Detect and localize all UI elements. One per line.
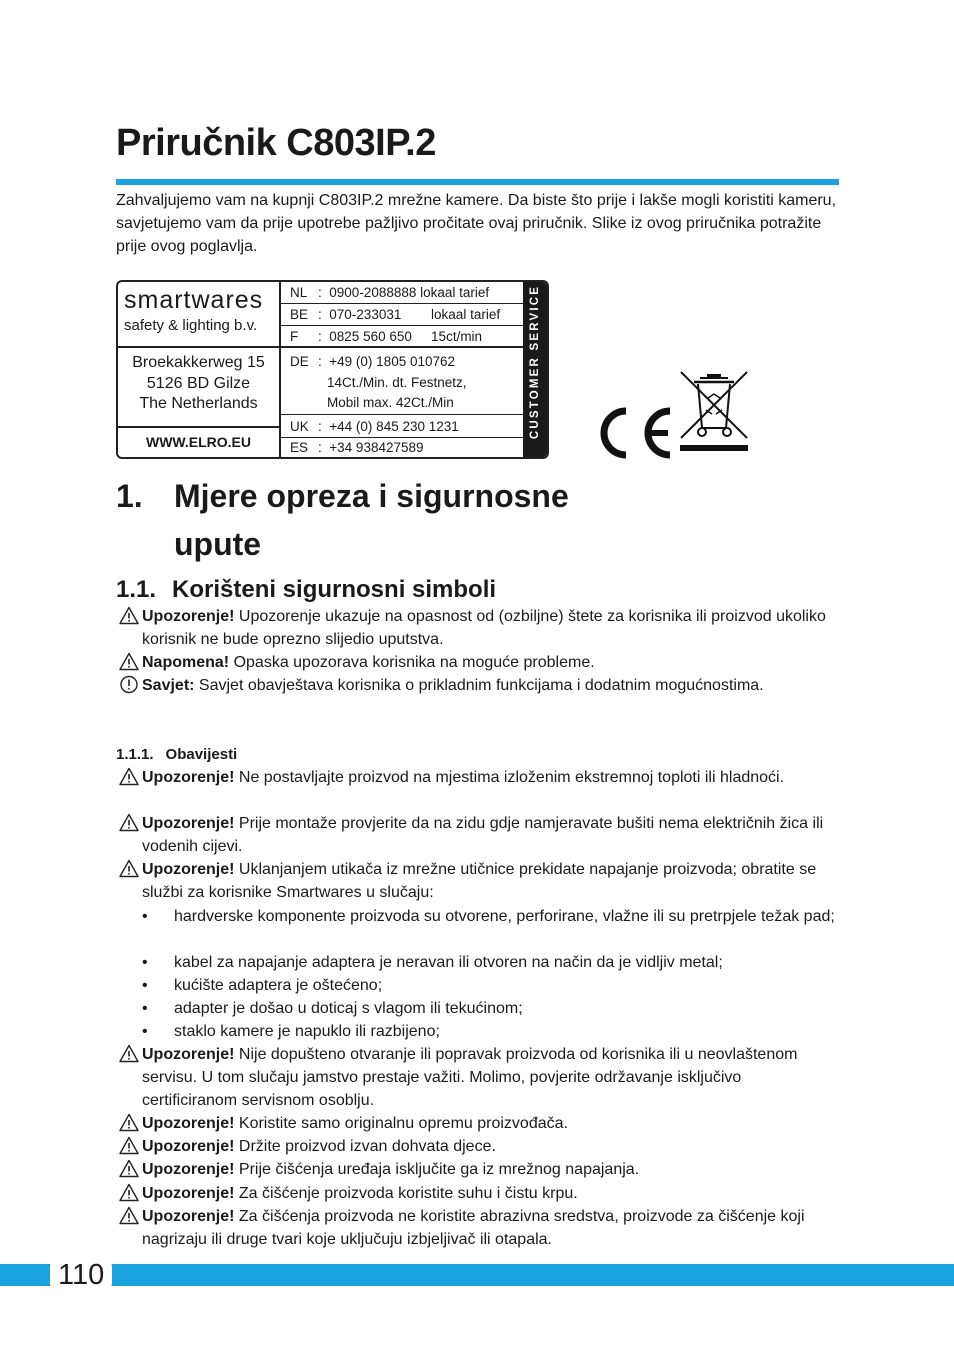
title-underline <box>116 179 839 185</box>
bullet-dot: • <box>142 977 148 994</box>
item-label: Upozorenje! <box>142 608 235 625</box>
symbol-note-item <box>142 651 838 674</box>
warning-triangle-icon <box>119 652 139 671</box>
item-label: Upozorenje! <box>142 1138 235 1155</box>
item-text: Koristite samo originalnu opremu proizvođača. <box>234 1115 568 1132</box>
brand-subtitle: safety & lighting b.v. <box>124 317 258 334</box>
warning-item <box>142 1205 838 1251</box>
phone-note: 14Ct./Min. dt. Festnetz, <box>327 374 467 390</box>
item-label: Upozorenje! <box>142 1185 235 1202</box>
warning-triangle-icon <box>119 606 139 625</box>
page-title: Priručnik C803IP.2 <box>116 122 436 164</box>
customer-service-box <box>116 280 549 459</box>
list-item-text: hardverske komponente proizvoda su otvorene, perforirane, vlažne ili su pretrpjele težak pad; <box>174 908 835 925</box>
phone-number: +34 938427589 <box>329 440 424 455</box>
section-title: Korišteni sigurnosni simboli <box>172 576 497 603</box>
intro-paragraph: Zahvaljujemo vam na kupnji C803IP.2 mrežne kamere. Da biste što prije i lakše mogli koristiti kameru, savjetujemo vam da prije upotrebe pažljivo pročitate ovaj priručnik. Slike iz ovog priručnika potražite prije ovog poglavlja. <box>116 192 837 255</box>
item-label: Upozorenje! <box>142 815 235 832</box>
item-text: Držite proizvod izvan dohvata djece. <box>234 1138 496 1155</box>
phone-number: +44 (0) 845 230 1231 <box>329 419 459 434</box>
company-address <box>118 348 281 426</box>
section-1-1-heading <box>116 573 636 607</box>
item-text: Upozorenje ukazuje na opasnost od (ozbiljne) štete za korisnika ili proizvod ukoliko korisnik ne bude oprezno slijedio uputstva. <box>142 608 826 649</box>
separator: : <box>318 285 322 300</box>
list-item <box>142 951 838 974</box>
warning-triangle-icon <box>119 813 139 832</box>
item-label: Savjet: <box>142 677 195 694</box>
list-item-text: kabel za napajanje adaptera je neravan ili otvoren na način da je vidljiv metal; <box>174 954 723 971</box>
item-label: Upozorenje! <box>142 1115 235 1132</box>
customer-service-label: CUSTOMER SERVICE <box>529 284 541 440</box>
warning-item <box>142 1158 838 1181</box>
item-label: Upozorenje! <box>142 1161 235 1178</box>
separator: : <box>318 307 322 322</box>
item-label: Upozorenje! <box>142 861 235 878</box>
item-text: Prije montaže provjerite da na zidu gdje namjeravate bušiti nema električnih žica ili vodenih cijevi. <box>142 815 824 856</box>
list-item <box>142 974 838 997</box>
bullet-dot: • <box>142 908 148 925</box>
separator: : <box>318 440 322 455</box>
item-text: Uklanjanjem utikača iz mrežne utičnice prekidate napajanje proizvoda; obratite se službi za korisnike Smartwares u slučaju: <box>142 861 817 902</box>
item-text: Savjet obavještava korisnika o prikladnim funkcijama i dodatnim mogućnostima. <box>194 677 764 694</box>
symbol-warning-item <box>142 605 838 651</box>
warning-triangle-icon <box>119 1044 139 1063</box>
warning-item <box>142 812 838 858</box>
item-text: Prije čišćenja uređaja isključite ga iz mrežnog napajanja. <box>234 1161 640 1178</box>
phone-row <box>281 416 526 438</box>
warning-triangle-icon <box>119 1136 139 1155</box>
phone-note: lokaal tarief <box>431 307 501 322</box>
separator: : <box>318 329 322 344</box>
phone-number: 0900-2088888 <box>329 285 417 300</box>
phone-note: lokaal tarief <box>420 285 490 300</box>
list-item-text: staklo kamere je napuklo ili razbijeno; <box>174 1023 440 1040</box>
phone-number: +49 (0) 1805 010762 <box>329 354 456 369</box>
warning-triangle-icon <box>119 1206 139 1225</box>
item-text: Nije dopušteno otvaranje ili popravak proizvoda od korisnika ili u neovlaštenom servisu. U tom slučaju jamstvo prestaje važiti. Molimo, povjerite održavanje isključivo certificiranom servisnom osoblju. <box>142 1046 798 1110</box>
item-text: Za čišćenje proizvoda koristite suhu i čistu krpu. <box>234 1185 578 1202</box>
exclamation-circle-icon <box>119 675 139 694</box>
country-code: ES <box>290 440 309 455</box>
phone-row <box>281 326 526 348</box>
warning-item <box>142 766 838 789</box>
item-text: Za čišćenja proizvoda ne koristite abrazivna sredstva, proizvode za čišćenje koji nagrizaju ili druge tvari koje uključuju izbjeljivač ili otapala. <box>142 1208 805 1249</box>
section-number: 1.1.1. <box>116 746 154 763</box>
phone-note: Mobil max. 42Ct./Min <box>327 395 454 410</box>
warning-item <box>142 1112 838 1135</box>
item-text: Opaska upozorava korisnika na moguće probleme. <box>229 654 595 671</box>
list-item-text: adapter je došao u doticaj s vlagom ili tekućinom; <box>174 1000 523 1017</box>
brand-cell <box>118 282 281 348</box>
ce-mark-icon <box>590 404 674 462</box>
warning-triangle-icon <box>119 859 139 878</box>
section-number: 1. <box>116 478 143 514</box>
customer-service-bar <box>523 282 547 457</box>
phone-row <box>281 282 526 304</box>
brand-name: smartwares <box>124 286 264 314</box>
country-code: NL <box>290 285 308 300</box>
section-title: Mjere opreza i sigurnosne upute <box>174 478 569 562</box>
website-link: WWW.ELRO.EU <box>118 426 281 457</box>
phone-list <box>281 282 526 457</box>
phone-number: 070-233031 <box>329 307 402 322</box>
phone-note: 15ct/min <box>431 329 483 344</box>
item-label: Upozorenje! <box>142 1046 235 1063</box>
list-item <box>142 905 838 951</box>
warning-triangle-icon <box>119 767 139 786</box>
crossed-out-wheelie-bin-icon <box>678 370 750 454</box>
item-text: Ne postavljajte proizvod na mjestima izloženim ekstremnoj toploti ili hladnoći. <box>234 769 785 786</box>
list-item-text: kućište adaptera je oštećeno; <box>174 977 383 994</box>
section-1-1-1-heading <box>116 744 237 766</box>
item-label: Upozorenje! <box>142 769 235 786</box>
warning-triangle-icon <box>119 1159 139 1178</box>
section-1-heading <box>116 472 636 568</box>
warning-item <box>142 1043 838 1113</box>
warning-item <box>142 1182 838 1205</box>
warning-item <box>142 1135 838 1158</box>
country-code: F <box>290 329 299 344</box>
list-item <box>142 1020 838 1043</box>
country-code: UK <box>290 419 309 434</box>
address-line: The Netherlands <box>139 395 258 412</box>
section-title: Obavijesti <box>165 746 238 763</box>
bullet-dot: • <box>142 1023 148 1040</box>
item-label: Napomena! <box>142 654 230 671</box>
separator: : <box>318 419 322 434</box>
separator: : <box>318 354 322 369</box>
country-code: BE <box>290 307 309 322</box>
footer-bar <box>0 1264 954 1286</box>
phone-row <box>281 304 526 326</box>
address-line: Broekakkerweg 15 <box>132 354 265 371</box>
item-label: Upozorenje! <box>142 1208 235 1225</box>
list-item <box>142 997 838 1020</box>
country-code: DE <box>290 354 309 369</box>
address-line: 5126 BD Gilze <box>146 374 251 392</box>
phone-row <box>281 350 526 415</box>
bullet-dot: • <box>142 1000 148 1017</box>
warning-triangle-icon <box>119 1183 139 1202</box>
phone-number: 0825 560 650 <box>329 329 412 344</box>
phone-row <box>281 438 526 458</box>
page-number: 110 <box>50 1259 112 1291</box>
bullet-dot: • <box>142 954 148 971</box>
section-number: 1.1. <box>116 576 157 603</box>
warning-triangle-icon <box>119 1113 139 1132</box>
symbol-tip-item <box>142 674 838 697</box>
warning-item <box>142 858 838 904</box>
